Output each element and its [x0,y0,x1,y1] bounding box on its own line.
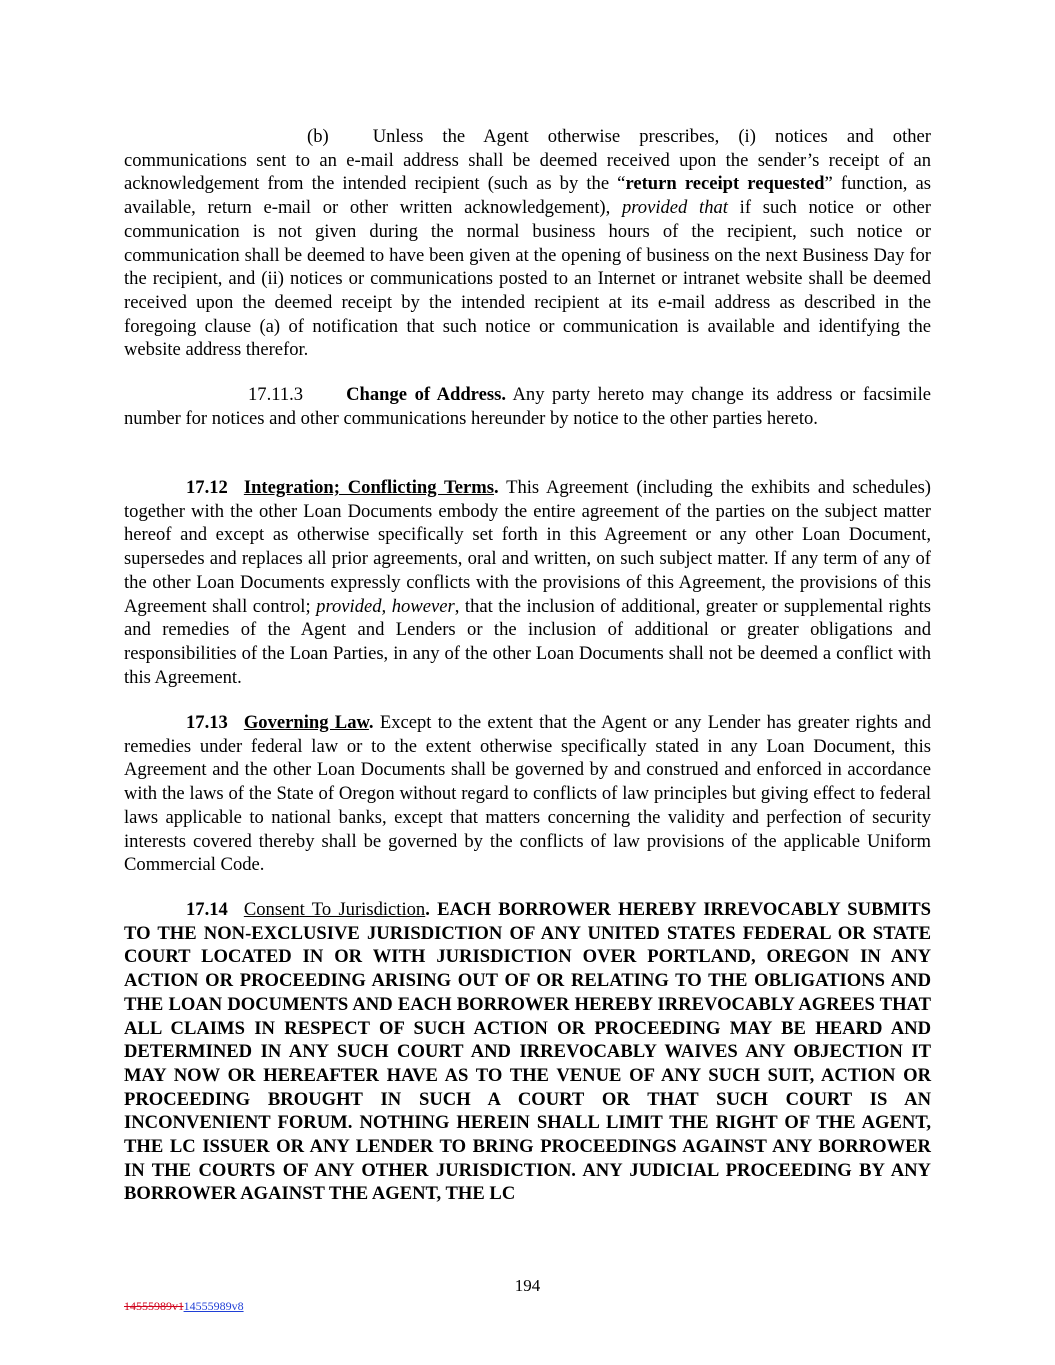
clause-label: (b) [307,126,329,147]
section-number: 17.11.3 [248,384,304,405]
paragraph-change-of-address [124,383,931,430]
section-heading: Consent To Jurisdiction [243,899,426,920]
paragraph-governing-law [124,711,931,877]
document-id-deleted: 14555989v1 [124,1299,184,1313]
section-text: Except to the extent that the Agent or any Lender has greater rights and remedies under federal law or to the extent otherwise specifically stated in any Loan Document, this Agreement and the other Loan Documents shall be governed by and construed and enforced in accordance with the laws of the State of Oregon without regard to conflicts of law principles but giving effect to federal laws applicable to national banks, except that matters concerning the validity and perfection of security interests covered thereby shall be governed by the conflicts of law provisions of the applicable Uniform Commercial Code. [124,712,931,876]
section-text-cont: , that the inclusion of additional, greater or supplemental rights and remedies of the Agent and Lenders or the inclusion of additional or greater obligations and responsibilities of the Loan Parties, in any of the other Loan Documents shall not be deemed a conflict with this Agreement. [124,595,931,688]
section-heading: Change of Address. [346,384,506,405]
section-text: . EACH BORROWER HEREBY IRREVOCABLY SUBMITS TO THE NON-EXCLUSIVE JURISDICTION OF ANY UNITED STATES FEDERAL OR STATE COURT LOCATED IN OR WITH JURISDICTION OVER PORTLAND, OREGON IN ANY ACTION OR PROCEEDING ARISING OUT OF OR RELATING TO THE OBLIGATIONS AND THE LOAN DOCUMENTS AND EACH BORROWER HEREBY IRREVOCABLY AGREES THAT ALL CLAIMS IN RESPECT OF SUCH ACTION OR PROCEEDING MAY BE HEARD AND DETERMINED IN ANY SUCH COURT AND IRREVOCABLY WAIVES ANY OBJECTION IT MAY NOW OR HEREAFTER HAVE AS TO THE VENUE OF ANY SUCH SUIT, ACTION OR PROCEEDING BROUGHT IN SUCH A COURT OR THAT SUCH COURT IS AN INCONVENIENT FORUM. NOTHING HEREIN SHALL LIMIT THE RIGHT OF THE AGENT, THE LC ISSUER OR ANY LENDER TO BRING PROCEEDINGS AGAINST ANY BORROWER IN THE COURTS OF ANY OTHER JURISDICTION. ANY JUDICIAL PROCEEDING BY ANY BORROWER AGAINST THE AGENT, THE LC [124,899,931,1205]
italic-phrase: provided that [621,197,728,219]
heading-period: . [493,477,499,498]
paragraph-consent-jurisdiction [124,898,931,1206]
section-text: Any party hereto may change its address or facsimile number for notices and other communications hereunder by notice to the other parties hereto. [124,384,931,429]
section-number: 17.13 [186,712,228,733]
heading-period: . [368,712,374,733]
paragraph-integration [124,476,931,689]
section-heading: Governing Law [243,712,369,733]
clause-text: Unless the Agent otherwise prescribes, (i) notices and other communications sent to an e-mail address shall be deemed received upon the sender’s receipt of an acknowledgement from the intended recipient (such as by the “ [124,126,931,195]
clause-text-cont: ” function, as available, return e-mail or other written acknowledgement), [124,173,931,219]
clause-text-end: if such notice or other communication is not given during the normal business hours of the recipient, such notice or communication shall be deemed to have been given at the opening of business on the next Business Day for the recipient, and (ii) notices or communications posted to an Internet or intranet website shall be deemed received upon the deemed receipt by the intended recipient at its e-mail address as described in the foregoing clause (a) of notification that such notice or communication is available and identifying the website address therefor. [124,197,932,361]
section-number: 17.14 [186,899,228,920]
page-number: 194 [514,1276,541,1295]
italic-phrase: provided, however [316,595,455,617]
paragraph-notices-email [124,125,931,362]
document-id-inserted: 14555989v8 [183,1299,244,1313]
bold-phrase: return receipt requested [625,173,825,195]
document-id [124,1299,244,1314]
section-number: 17.12 [186,477,228,498]
section-text: This Agreement (including the exhibits and schedules) together with the other Loan Documents embody the entire agreement of the parties on the subject matter hereof and except as otherwise specifically set forth in this Agreement or any other Loan Document, supersedes and replaces all prior agreements, oral and written, on such subject matter. If any term of any of the other Loan Documents expressly conflicts with the provisions of this Agreement, the provisions of this Agreement shall control; [124,477,931,617]
section-heading: Integration; Conflicting Terms [243,477,494,498]
